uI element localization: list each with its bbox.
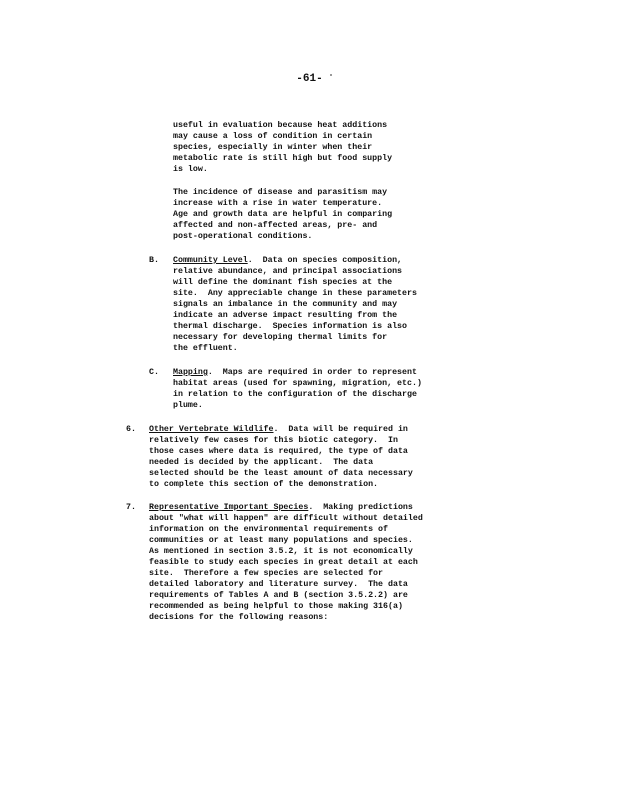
text-line: those cases where data is required, the type of data bbox=[149, 447, 408, 456]
item-heading: Representative Important Species bbox=[149, 503, 309, 512]
text-line: is low. bbox=[173, 165, 208, 174]
text-line: the effluent. bbox=[173, 344, 238, 353]
text-line: may cause a loss of condition in certain bbox=[173, 132, 373, 141]
text-line: to complete this section of the demonstration. bbox=[149, 480, 379, 489]
text-line bbox=[149, 424, 408, 435]
text-line: Age and growth data are helpful in comparing bbox=[173, 210, 393, 219]
text-line: decisions for the following reasons: bbox=[149, 613, 329, 622]
item-marker: 7. bbox=[126, 503, 136, 512]
text-line bbox=[173, 367, 417, 378]
text-line: information on the environmental requirements of bbox=[149, 525, 388, 534]
text-line: post-operational conditions. bbox=[173, 232, 313, 241]
item-heading: Other Vertebrate Wildlife bbox=[149, 425, 274, 434]
text-line: The incidence of disease and parasitism may bbox=[173, 188, 388, 197]
text-line: selected should be the least amount of data necessary bbox=[149, 469, 413, 478]
text-line: detailed laboratory and literature survey. The data bbox=[149, 580, 408, 589]
text-line: necessary for developing thermal limits for bbox=[173, 333, 388, 342]
item-first-line-rest: . Maps are required in order to represent bbox=[207, 368, 417, 377]
text-line: indicate an adverse impact resulting from the bbox=[173, 311, 398, 320]
text-line: site. Any appreciable change in these parameters bbox=[173, 289, 417, 298]
text-line: requirements of Tables A and B (section 3.5.2.2) are bbox=[149, 591, 408, 600]
text-line: feasible to study each species in great detail at each bbox=[149, 558, 418, 567]
item-first-line-rest: . Data will be required in bbox=[273, 425, 408, 434]
item-marker: B. bbox=[149, 256, 159, 265]
text-line: needed is decided by the applicant. The data bbox=[149, 458, 374, 467]
page-number: -61- bbox=[296, 73, 323, 85]
text-line: species, especially in winter when their bbox=[173, 143, 373, 152]
text-line: will define the dominant fish species at the bbox=[173, 278, 393, 287]
text-line: about "what will happen" are difficult without detailed bbox=[149, 514, 423, 523]
text-line: signals an imbalance in the community and may bbox=[173, 300, 398, 309]
text-line: recommended as being helpful to those making 316(a) bbox=[149, 602, 403, 611]
scan-speck bbox=[330, 74, 332, 76]
text-line: in relation to the configuration of the discharge bbox=[173, 390, 417, 399]
item-heading: Mapping bbox=[173, 368, 208, 377]
text-line: relative abundance, and principal associations bbox=[173, 267, 403, 276]
text-line: relatively few cases for this biotic category. In bbox=[149, 436, 398, 445]
text-line: metabolic rate is still high but food supply bbox=[173, 154, 393, 163]
text-line: site. Therefore a few species are selected for bbox=[149, 569, 384, 578]
item-marker: 6. bbox=[126, 425, 136, 434]
text-line: affected and non-affected areas, pre- and bbox=[173, 221, 378, 230]
text-line: increase with a rise in water temperature. bbox=[173, 199, 383, 208]
text-line: habitat areas (used for spawning, migration, etc.) bbox=[173, 379, 422, 388]
text-line: communities or at least many populations and species. bbox=[149, 536, 413, 545]
text-line: plume. bbox=[173, 401, 203, 410]
text-line: useful in evaluation because heat additions bbox=[173, 121, 388, 130]
text-line: As mentioned in section 3.5.2, it is not economically bbox=[149, 547, 413, 556]
item-first-line-rest: . Making predictions bbox=[308, 503, 413, 512]
item-marker: C. bbox=[149, 368, 159, 377]
text-line: thermal discharge. Species information is also bbox=[173, 322, 408, 331]
item-first-line-rest: . Data on species composition, bbox=[247, 256, 403, 265]
text-line bbox=[173, 255, 402, 266]
text-line bbox=[149, 502, 413, 513]
item-heading: Community Level bbox=[173, 256, 248, 265]
